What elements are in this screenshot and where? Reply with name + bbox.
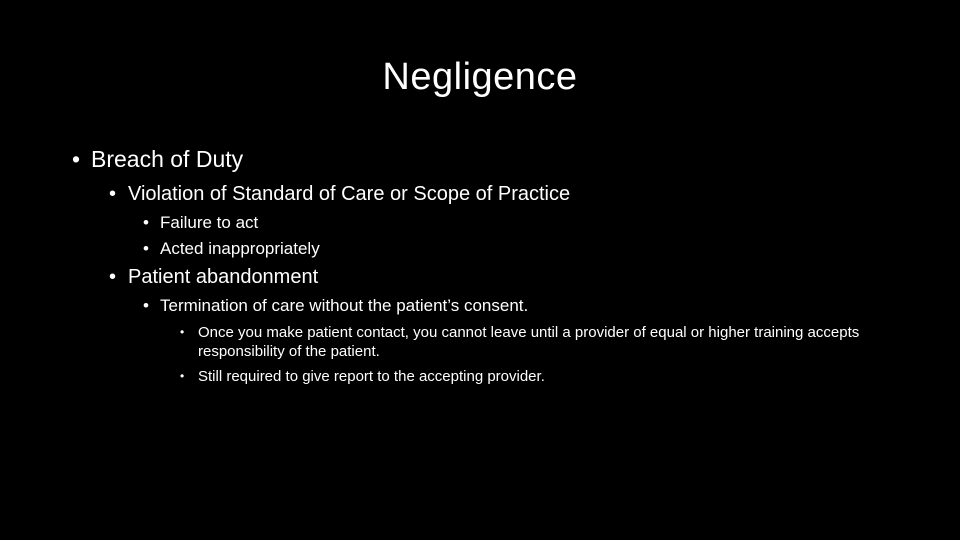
bullet-icon: •	[72, 146, 81, 172]
bullet-icon: •	[143, 296, 149, 316]
bullet-icon: •	[143, 212, 149, 232]
bullet-text: Once you make patient contact, you cannot leave until a provider of equal or higher training accepts responsibility of the patient.	[198, 323, 860, 361]
bullet-text: Termination of care without the patient’s consent.	[160, 296, 529, 316]
bullet-text: Acted inappropriately	[160, 238, 320, 258]
bullet-icon: •	[180, 324, 185, 339]
bullet-icon: •	[180, 368, 185, 383]
bullet-level2-patient-abandonment	[109, 265, 892, 289]
bullet-icon: •	[143, 238, 149, 258]
bullet-text: Patient abandonment	[128, 266, 319, 289]
bullet-text: Violation of Standard of Care or Scope of Practice	[128, 182, 571, 205]
bullet-level3-failure-to-act	[143, 213, 892, 233]
bullet-level4-still-required	[180, 367, 878, 387]
bullet-text: Failure to act	[160, 212, 259, 232]
bullet-text: Still required to give report to the accepting provider.	[198, 367, 545, 385]
bullet-level3-termination-of-care	[143, 296, 892, 316]
bullet-level4-once-you-make-contact	[180, 323, 878, 362]
bullet-icon: •	[109, 182, 117, 205]
bullet-level2-violation	[109, 182, 892, 206]
bullet-level3-acted-inappropriately	[143, 239, 892, 259]
bullet-icon: •	[109, 266, 117, 289]
slide-title: Negligence	[382, 56, 578, 98]
bullet-level1-breach-of-duty	[72, 146, 892, 174]
slide-content	[72, 146, 892, 391]
bullet-text: Breach of Duty	[91, 146, 244, 172]
